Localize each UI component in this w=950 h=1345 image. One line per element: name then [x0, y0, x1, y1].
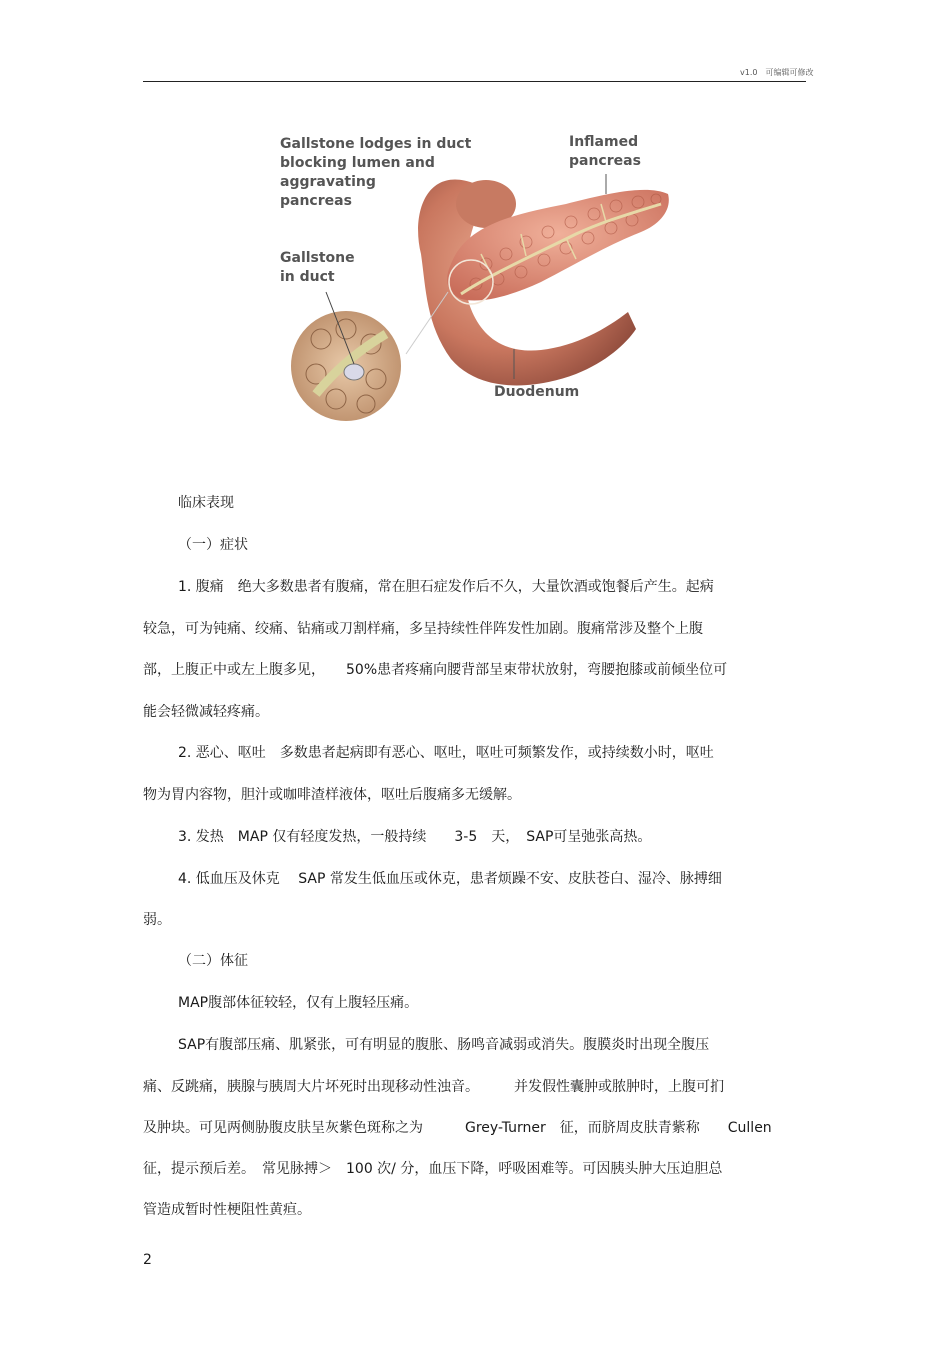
label-duodenum: Duodenum [494, 384, 580, 400]
para-shock-line-1: 4. 低血压及休克 SAP 常发生低血压或休克，患者烦躁不安、皮肤苍白、湿冷、脉搏细 [178, 871, 722, 887]
para-abdominal-pain-line-3: 部，上腹正中或左上腹多见， 50%患者疼痛向腰背部呈束带状放射，弯腰抱膝或前倾坐位可 [143, 662, 728, 678]
section-symptoms: （一）症状 [178, 537, 248, 553]
header-divider [143, 81, 806, 82]
para-nausea-line-1: 2. 恶心、呕吐 多数患者起病即有恶心、呕吐，呕吐可频繁发作，或持续数小时，呕吐 [178, 745, 714, 761]
para-map-signs: MAP腹部体征较轻，仅有上腹轻压痛。 [178, 995, 419, 1011]
label-gallstone-in-duct: Gallstone in duct [280, 250, 355, 285]
label-gallstone-lodges: Gallstone lodges in duct blocking lumen and aggravating pancreas [280, 136, 472, 209]
gallstone-icon [344, 364, 364, 380]
para-sap-signs-line-2: 痛、反跳痛，胰腺与胰周大片坏死时出现移动性浊音。 并发假性囊肿或脓肿时，上腹可扪 [143, 1079, 724, 1095]
label-inflamed-pancreas: Inflamed pancreas [569, 134, 641, 169]
para-sap-signs-line-5: 管造成暂时性梗阻性黄疸。 [143, 1202, 311, 1218]
heading-clinical: 临床表现 [178, 495, 234, 511]
para-shock-line-2: 弱。 [143, 912, 171, 928]
para-sap-signs-line-1: SAP有腹部压痛、肌紧张，可有明显的腹胀、肠鸣音减弱或消失。腹膜炎时出现全腹压 [178, 1037, 710, 1053]
para-abdominal-pain-line-1: 1. 腹痛 绝大多数患者有腹痛，常在胆石症发作后不久，大量饮酒或饱餐后产生。起病 [178, 579, 714, 595]
para-abdominal-pain-line-4: 能会轻微减轻疼痛。 [143, 704, 269, 720]
pancreas-illustration-svg [276, 124, 676, 430]
para-abdominal-pain-line-2: 较急，可为钝痛、绞痛、钻痛或刀割样痛，多呈持续性伴阵发性加剧。腹痛常涉及整个上腹 [143, 621, 703, 637]
para-nausea-line-2: 物为胃内容物，胆汁或咖啡渣样液体，呕吐后腹痛多无缓解。 [143, 787, 521, 803]
page-number: 2 [143, 1252, 152, 1268]
para-fever-line-1: 3. 发热 MAP 仅有轻度发热，一般持续 3-5 天， SAP可呈弛张高热。 [178, 829, 652, 845]
version-note: v1.0 可编辑可修改 [740, 68, 814, 77]
section-signs: （二）体征 [178, 953, 248, 969]
para-sap-signs-line-4: 征，提示预后差。 常见脉搏＞ 100 次/ 分，血压下降，呼吸困难等。可因胰头肿大压迫胆总 [143, 1161, 723, 1177]
pancreas-illustration [276, 124, 676, 430]
para-sap-signs-line-3: 及肿块。可见两侧胁腹皮肤呈灰紫色斑称之为 Grey-Turner 征，而脐周皮肤青紫称 Cullen [143, 1120, 772, 1136]
